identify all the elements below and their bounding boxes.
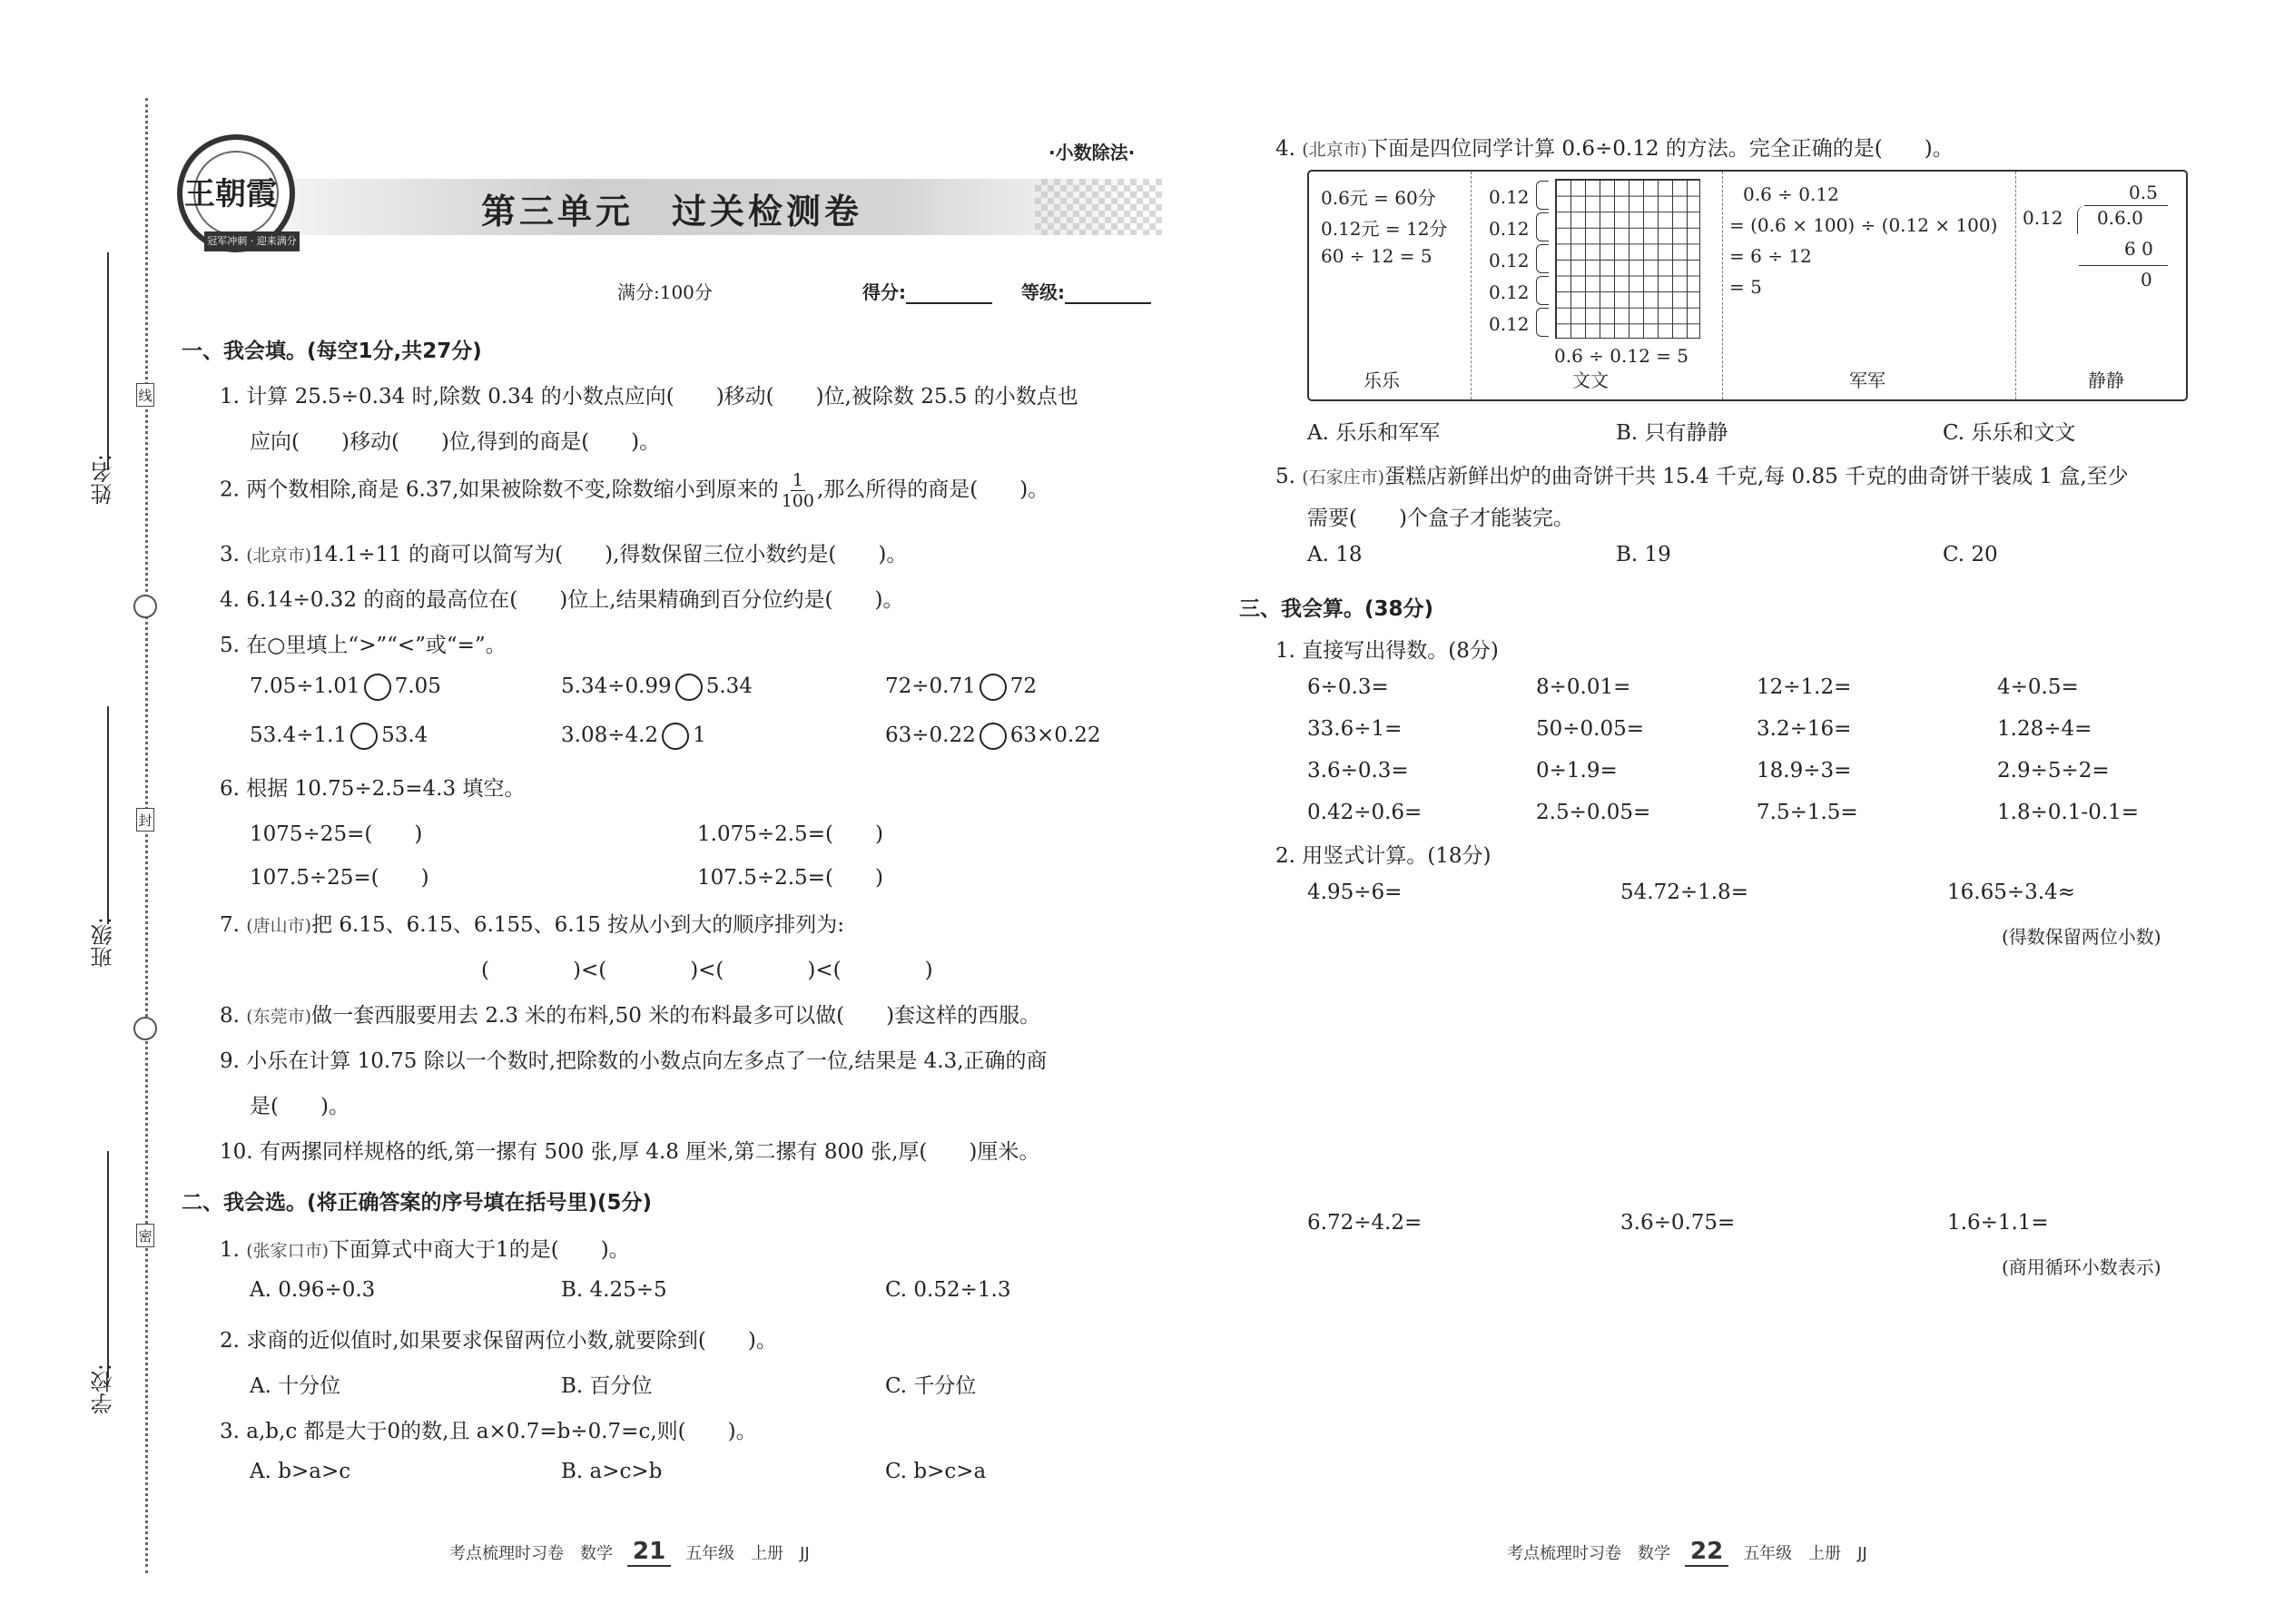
q6-item: 107.5÷25=( ) [250,866,429,890]
jingjing-divisor: 0.12 [2023,207,2063,229]
brace [1536,181,1549,210]
option: B. 只有静静 [1616,421,1728,445]
mental-math-item: 0.42÷0.6= [1307,801,1423,824]
option: B. 百分位 [561,1374,653,1398]
option: A. 0.96÷0.3 [250,1278,376,1302]
q8: 8. (东莞市)做一套西服要用去 2.3 米的布料,50 米的布料最多可以做( )套这样的西服。 [220,1004,1041,1028]
seal-mark: 线 [136,383,154,407]
column-calc: 54.72÷1.8= [1620,881,1748,904]
junjun-line: = (0.6 × 100) ÷ (0.12 × 100) [1729,214,1998,236]
calc-note: (得数保留两位小数) [2002,926,2161,948]
option: B. 19 [1616,543,1671,566]
p2-q5-line2: 需要( )个盒子才能装完。 [1307,507,1574,530]
option: C. 20 [1943,543,1998,566]
lele-line: 0.6元 = 60分 [1321,187,1436,209]
score-label: 得分: [862,278,992,304]
option: C. b>c>a [885,1460,987,1483]
option: B. 4.25÷5 [561,1278,667,1302]
class-line [107,706,109,924]
p2-q4: 4. (北京市)下面是四位同学计算 0.6÷0.12 的方法。完全正确的是( )。 [1275,137,1954,161]
part3-heading: 三、我会算。(38分) [1239,597,1434,621]
option: A. 十分位 [250,1374,341,1398]
q1-line1: 1. 计算 25.5÷0.34 时,除数 0.34 的小数点应向( )移动( )位,被除数 25.5 的小数点也 [220,385,1078,408]
compare-item: 53.4÷1.1 53.4 [250,723,428,750]
column-calc: 1.6÷1.1= [1947,1211,2049,1235]
q5: 5. 在○里填上“>”“<”或“=”。 [220,634,507,657]
seal-mark: 封 [136,808,154,832]
mental-math-item: 12÷1.2= [1757,675,1852,699]
q6: 6. 根据 10.75÷2.5=4.3 填空。 [220,777,526,801]
mental-math-item: 1.8÷0.1-0.1= [1997,801,2140,824]
q9-line1: 9. 小乐在计算 10.75 除以一个数时,把除数的小数点向左多点了一位,结果是 4.3,正确的商 [220,1049,1048,1073]
part1-heading: 一、我会填。(每空1分,共27分) [182,340,482,363]
p2-q5-line1: 5. (石家庄市)蛋糕店新鲜出炉的曲奇饼干共 15.4 千克,每 0.85 千克的曲奇饼干装成 1 盒,至少 [1275,465,2129,488]
column-calc: 6.72÷4.2= [1307,1211,1423,1235]
mental-math-item: 18.9÷3= [1757,759,1852,782]
method-name: 乐乐 [1364,369,1400,391]
ring-mark [133,595,157,618]
method-name: 静静 [2088,369,2124,391]
q6-item: 1.075÷2.5=( ) [697,822,883,846]
lele-line: 60 ÷ 12 = 5 [1321,245,1433,267]
compare-item: 5.34÷0.99 5.34 [561,674,753,701]
footer-right: 考点梳理时习卷 数学 22 五年级 上册 JJ [1507,1538,1867,1565]
column-calc: 3.6÷0.75= [1620,1211,1736,1235]
mental-math-item: 6÷0.3= [1307,675,1389,699]
seal-mark: 密 [136,1224,154,1247]
school-line [107,1151,109,1378]
mental-math-item: 2.9÷5÷2= [1997,759,2110,782]
q6-item: 107.5÷2.5=( ) [697,866,883,890]
jingjing-quotient: 0.5 [2129,182,2158,203]
footer-left: 考点梳理时习卷 数学 21 五年级 上册 JJ [449,1538,810,1565]
wenwen-row: 0.12 [1489,313,1530,335]
mental-math-item: 0÷1.9= [1536,759,1618,782]
wenwen-row: 0.12 [1489,281,1530,303]
brand-ribbon: 冠军冲刺 · 迎来满分 [204,231,300,251]
option: C. 千分位 [885,1374,977,1398]
grade-label: 等级: [1021,278,1151,304]
brand-name: 王朝霞 [184,176,277,212]
mental-math-item: 3.6÷0.3= [1307,759,1409,782]
option: B. a>c>b [561,1460,663,1483]
page-title: 第三单元 过关检测卷 [481,192,863,231]
mental-math-item: 3.2÷16= [1757,717,1852,741]
brace [1536,212,1549,241]
answer-circle[interactable] [980,674,1007,701]
jingjing-rem: 0 [2141,269,2152,290]
brace [1536,308,1549,337]
mental-math-item: 2.5÷0.05= [1536,801,1651,824]
answer-circle[interactable] [662,723,689,750]
mental-math-item: 50÷0.05= [1536,717,1645,741]
compare-item: 63÷0.22 63×0.22 [885,723,1101,750]
brace [1536,276,1549,305]
jingjing-dividend: 0.6.0 [2097,207,2143,229]
answer-circle[interactable] [980,723,1007,750]
q6-item: 1075÷25=( ) [250,822,423,846]
compare-item: 7.05÷1.01 7.05 [250,674,441,701]
q1-line2: 应向( )移动( )位,得到的商是( )。 [250,430,661,454]
column-calc: 4.95÷6= [1307,881,1403,904]
wenwen-row: 0.12 [1489,218,1530,240]
lele-line: 0.12元 = 12分 [1321,218,1448,240]
junjun-line: = 6 ÷ 12 [1729,245,1812,267]
mental-math-item: 33.6÷1= [1307,717,1403,741]
q4: 4. 6.14÷0.32 的商的最高位在( )位上,结果精确到百分位约是( )。 [220,588,904,612]
answer-circle[interactable] [350,723,378,750]
q2: 2. 两个数相除,商是 6.37,如果被除数不变,除数缩小到原来的 $\frac{1}{100}$ ,那么所得的商是( )。 [220,470,1049,511]
division-line [2079,265,2168,266]
calc-note: (商用循环小数表示) [2002,1256,2161,1278]
class-label: 班级: [91,917,116,969]
compare-item: 3.08÷4.2 1 [561,723,706,750]
wenwen-result: 0.6 ÷ 0.12 = 5 [1554,345,1689,367]
name-label: 姓名: [91,454,116,506]
q9-line2: 是( )。 [250,1095,350,1118]
q3: 3. (北京市)14.1÷11 的商可以简写为( ),得数保留三位小数约是( )。 [220,543,908,566]
method-name: 文文 [1572,369,1609,391]
school-label: 学校: [91,1363,116,1415]
section-tag: ·小数除法· [1049,142,1136,163]
wenwen-row: 0.12 [1489,186,1530,208]
p3-q2: 2. 用竖式计算。(18分) [1275,844,1492,868]
fraction: $\frac{1}{100}$ [781,470,814,511]
p2-q2: 2. 求商的近似值时,如果要求保留两位小数,就要除到( )。 [220,1329,777,1353]
method-name: 军军 [1849,369,1885,391]
full-marks: 满分:100分 [617,281,713,303]
mental-math-item: 7.5÷1.5= [1757,801,1858,824]
answer-circle[interactable] [675,674,703,701]
brace [1536,244,1549,273]
page-number: 22 [1685,1538,1728,1567]
compare-item: 72÷0.71 72 [885,674,1037,701]
mental-math-item: 4÷0.5= [1997,675,2079,699]
binding-dotted-line [145,98,148,1573]
part2-heading: 二、我会选。(将正确答案的序号填在括号里)(5分) [182,1191,653,1215]
p3-q1: 1. 直接写出得数。(8分) [1275,639,1499,663]
option: A. 乐乐和军军 [1307,421,1441,445]
column-calc: 16.65÷3.4≈ [1947,881,2075,904]
division-bar [2084,205,2168,206]
junjun-line: 0.6 ÷ 0.12 [1743,183,1839,205]
answer-circle[interactable] [364,674,391,701]
banner-pattern [1035,179,1162,235]
p2-q3: 3. a,b,c 都是大于0的数,且 a×0.7=b÷0.7=c,则( )。 [220,1420,757,1443]
q10: 10. 有两摞同样规格的纸,第一摞有 500 张,厚 4.8 厘米,第二摞有 800 张,厚( )厘米。 [220,1140,1040,1164]
mental-math-item: 8÷0.01= [1536,675,1631,699]
page-number: 21 [627,1538,671,1567]
option: A. 18 [1307,543,1363,566]
name-line [107,252,109,470]
option: A. b>a>c [250,1460,351,1483]
jingjing-sub: 6 0 [2124,238,2153,260]
junjun-line: = 5 [1729,276,1762,298]
ring-mark [133,1017,157,1040]
division-bracket [2077,205,2086,234]
option: C. 0.52÷1.3 [885,1278,1011,1302]
wenwen-row: 0.12 [1489,250,1530,271]
q7-order: ( )<( )<( )<( ) [481,959,933,982]
q7: 7. (唐山市)把 6.15、6.15、6.155、6.15 按从小到大的顺序排列为: [220,913,844,937]
p2-q1: 1. (张家口市)下面算式中商大于1的是( )。 [220,1238,630,1262]
mental-math-item: 1.28÷4= [1997,717,2092,741]
option: C. 乐乐和文文 [1943,421,2076,445]
hundred-grid [1555,179,1700,339]
